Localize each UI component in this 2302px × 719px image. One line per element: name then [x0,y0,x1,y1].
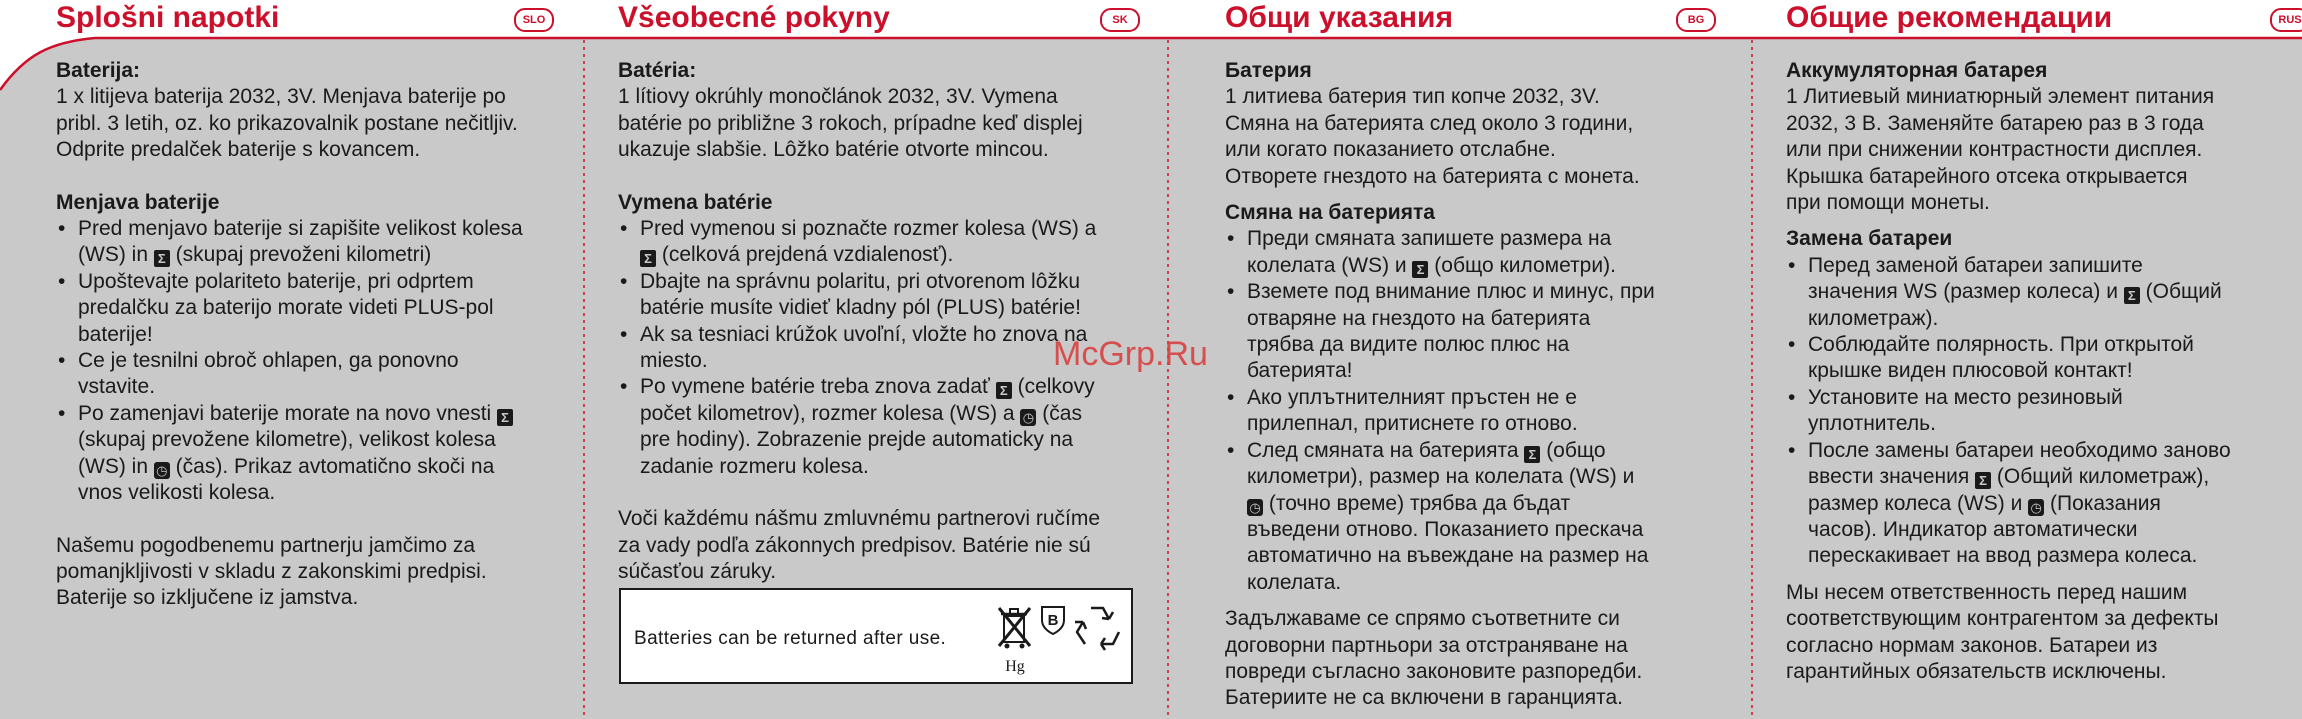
warranty-line: договорни партньори за отстраняване на [1225,633,1628,657]
instruction-text: батерията! [1247,359,1353,383]
instruction-text: (точно време) трябва да бъдат [1263,491,1571,515]
total-distance-icon: Σ [497,409,513,426]
clock-icon: ◷ [1247,499,1263,516]
instruction-text: крышке виден плюсовой контакт! [1808,359,2133,383]
instruction-text: колелата. [1247,570,1342,594]
column-title: Общие рекомендации [1786,1,2113,34]
instruction-item [618,374,1148,480]
column-title: Splošni napotki [56,1,280,34]
clock-icon: ◷ [1020,409,1036,426]
instruction-text: (WS) in [78,243,154,267]
instruction-text: pre hodiny). Zobrazenie prejde automaticky na [640,428,1074,452]
instruction-text: (čas [1036,401,1082,425]
replace-heading: Vymena batérie [618,190,773,214]
column-title: Общи указания [1225,1,1453,34]
total-distance-icon: Σ [996,382,1012,399]
warranty-line: гарантийных обязательств исключены. [1786,659,2167,683]
replace-heading: Menjava baterije [56,190,220,214]
instruction-text: отваряне на гнездото на батерията [1247,306,1591,330]
instruction-text: zadanie rozmeru kolesa. [640,454,869,478]
instruction-text: Po zamenjavi baterije morate na novo vnesti [78,401,498,425]
total-distance-icon: Σ [1524,446,1540,463]
instruction-text: baterije! [78,322,153,346]
instruction-item [1225,385,1745,438]
warranty-line: Voči každému nášmu zmluvnému partnerovi ručíme [618,507,1101,531]
battery-line: 1 Литиевый миниатюрный элемент питания [1786,85,2215,109]
watermark: McGrp.Ru [1053,335,1208,373]
instruction-text: (Общий [2139,280,2222,304]
total-distance-icon: Σ [154,250,170,267]
replace-heading: Смяна на батерията [1225,201,1435,225]
instruction-item [1225,438,1745,596]
language-badge: SLO [514,8,554,32]
instruction-item [1786,438,2302,570]
instruction-text: (общо [1540,438,1606,462]
total-distance-icon: Σ [2124,287,2140,304]
instruction-text: уплотнитель. [1808,412,1936,436]
warranty-line: Baterije so izključene iz jamstva. [56,586,359,610]
instruction-text: След смяната на батерията [1247,438,1525,462]
instruction-text: Преди смяната запишете размера на [1247,227,1612,251]
warranty-line: Задължаваме се спрямо съответните си [1225,607,1620,631]
instruction-text: vnos velikosti kolesa. [78,481,276,505]
instruction-text: (celková prejdená vzdialenosť). [656,243,954,267]
battery-line: Отворете гнездото на батерията с монета. [1225,164,1640,188]
instruction-text: (celkovy [1011,375,1095,399]
warranty-line: Мы несем ответственность перед нашим [1786,580,2188,604]
battery-line: ukazuje slabšie. Lôžko batérie otvorte mincou. [618,138,1049,162]
instruction-item [618,216,1148,269]
warranty-line: согласно нормам законов. Батареи из [1786,633,2158,657]
warranty-line: повреди съгласно законовите разпоредби. [1225,659,1643,683]
language-badge: SK [1100,8,1140,32]
instruction-item [1225,226,1745,279]
instruction-text: (общо километри). [1428,253,1616,277]
instruction-text: размер колеса (WS) и [1808,491,2029,515]
instruction-item [618,269,1148,322]
instruction-text: Po vymene batérie treba znova zadať [640,375,996,399]
instruction-item [1225,279,1745,385]
instruction-text: значения WS (размер колеса) и [1808,280,2124,304]
instruction-item [1786,253,2302,332]
battery-heading: Аккумуляторная батарея [1786,59,2048,82]
instruction-text: автоматично на въвеждане на размер на [1247,544,1649,568]
column-bg [1225,0,1745,719]
battery-line: Крышка батарейного отсека открывается [1786,164,2188,188]
column-body [1786,58,2302,685]
instruction-text: перескакивает на ввод размера колеса. [1808,544,2198,568]
notice-icons [995,598,1125,678]
instruction-text: vstavite. [78,375,156,399]
instruction-text: (Общий километраж), [1991,465,2210,489]
warranty-line: Батериите не са включени в гаранцията. [1225,686,1623,710]
battery-line: Odprite predalček baterije s kovancem. [56,138,421,162]
total-distance-icon: Σ [1412,261,1428,278]
clock-icon: ◷ [154,462,170,479]
instruction-text: Установите на место резиновый [1808,385,2123,409]
instruction-text: ввести значения [1808,465,1976,489]
clock-icon: ◷ [2028,499,2044,516]
battery-return-notice [619,588,1133,684]
instruction-list [1786,253,2302,570]
battery-heading: Baterija: [56,59,141,82]
instruction-text: Upoštevajte polariteto baterije, pri odprtem [78,269,474,293]
instruction-text: часов). Индикатор автоматически [1808,517,2138,541]
instruction-text: Pred menjavo baterije si zapišite velikost kolesa [78,217,523,241]
instruction-text: Ak sa tesniaci krúžok uvoľní, vložte ho znova na [640,322,1088,346]
instruction-item [56,269,576,348]
recycle-icon [1069,602,1125,658]
instruction-text: прилепнал, притиснете го отново. [1247,412,1578,436]
instruction-text: Ce je tesnilni obroč ohlapen, ga ponovno [78,349,459,373]
instruction-text: Перед заменой батареи запишите [1808,253,2143,277]
instruction-list [1225,226,1745,596]
instruction-text: (skupaj prevoženi kilometri) [169,243,432,267]
battery-line: Смяна на батерията след около 3 години, [1225,111,1634,135]
instruction-text: въведени отново. Показанието прескача [1247,517,1644,541]
column-title: Všeobecné pokyny [618,1,890,34]
instruction-item [56,216,576,269]
instruction-list [56,216,576,506]
crossed-bin-icon [995,602,1035,660]
instruction-text: počet kilometrov), rozmer kolesa (WS) a [640,401,1021,425]
instruction-text: (skupaj prevožene kilometre), velikost kolesa [78,428,496,452]
warranty-line: соответствующим контрагентом за дефекты [1786,607,2219,631]
instruction-text: (čas). Prikaz avtomatično skoči na [169,454,495,478]
instruction-text: километраж). [1808,306,1939,330]
hg-label: Hg [1005,658,1025,675]
total-distance-icon: Σ [1975,472,1991,489]
instruction-text: miesto. [640,349,708,373]
instruction-item [1786,385,2302,438]
column-body [618,58,1148,585]
instruction-text: колелата (WS) и [1247,253,1413,277]
battery-heading: Batéria: [618,59,697,82]
b-mark: B [1047,612,1059,629]
battery-line: 2032, 3 В. Заменяйте батарею раз в 3 года [1786,111,2204,135]
instruction-text: Ако уплътнителният пръстен не е [1247,385,1577,409]
warranty-line: súčasťou záruky. [618,559,777,583]
battery-line: pribl. 3 letih, oz. ko prikazovalnik postane nečitljiv. [56,111,518,135]
instruction-text: predalčku za baterijo morate videti PLUS-pol [78,296,494,320]
replace-heading: Замена батареи [1786,227,1953,251]
language-badge: BG [1676,8,1716,32]
column-rus [1786,0,2302,719]
warranty-line: za vady podľa zákonnych predpisov. Batérie nie sú [618,533,1091,557]
instruction-item [56,401,576,507]
instruction-text: (WS) in [78,454,154,478]
language-badge: RUS [2270,8,2302,32]
warranty-line: Našemu pogodbenemu partnerju jamčimo za [56,533,476,557]
column-body [1225,58,1745,712]
column-slo [56,0,576,719]
instruction-text: километри), размер на колелата (WS) и [1247,465,1635,489]
battery-line: при помощи монеты. [1786,191,1990,215]
warranty-line: pomanjkljivosti v skladu z zakonskimi predpisi. [56,559,487,583]
instruction-item [56,348,576,401]
battery-line: или когато показанието отслабне. [1225,138,1556,162]
instruction-item [1786,332,2302,385]
b-shield-icon [1039,604,1067,636]
column-body [56,58,576,612]
instruction-text: Pred vymenou si poznačte rozmer kolesa (WS) a [640,217,1097,241]
instruction-text: (Показания [2044,491,2161,515]
instruction-text: После замены батареи необходимо заново [1808,438,2231,462]
instruction-text: Dbajte na správnu polaritu, pri otvorenom lôžku [640,269,1081,293]
battery-line: 1 x litijeva baterija 2032, 3V. Menjava baterije po [56,85,506,109]
battery-line: 1 литиева батерия тип копче 2032, 3V. [1225,85,1600,109]
instruction-text: batérie musíte vidieť kladny pól (PLUS) batérie! [640,296,1081,320]
instruction-text: Вземете под внимание плюс и минус, при [1247,280,1655,304]
notice-text: Batteries can be returned after use. [634,628,947,649]
instruction-text: трябва да видите полюс плюс на [1247,333,1570,357]
instruction-text: Соблюдайте полярность. При открытой [1808,333,2194,357]
battery-line: 1 lítiovy okrúhly monočlánok 2032, 3V. Vymena [618,85,1058,109]
battery-line: batérie po približne 3 rokoch, prípadne keď displej [618,111,1083,135]
total-distance-icon: Σ [640,250,656,267]
battery-heading: Батерия [1225,59,1312,82]
battery-line: или при снижении контрастности дисплея. [1786,138,2203,162]
